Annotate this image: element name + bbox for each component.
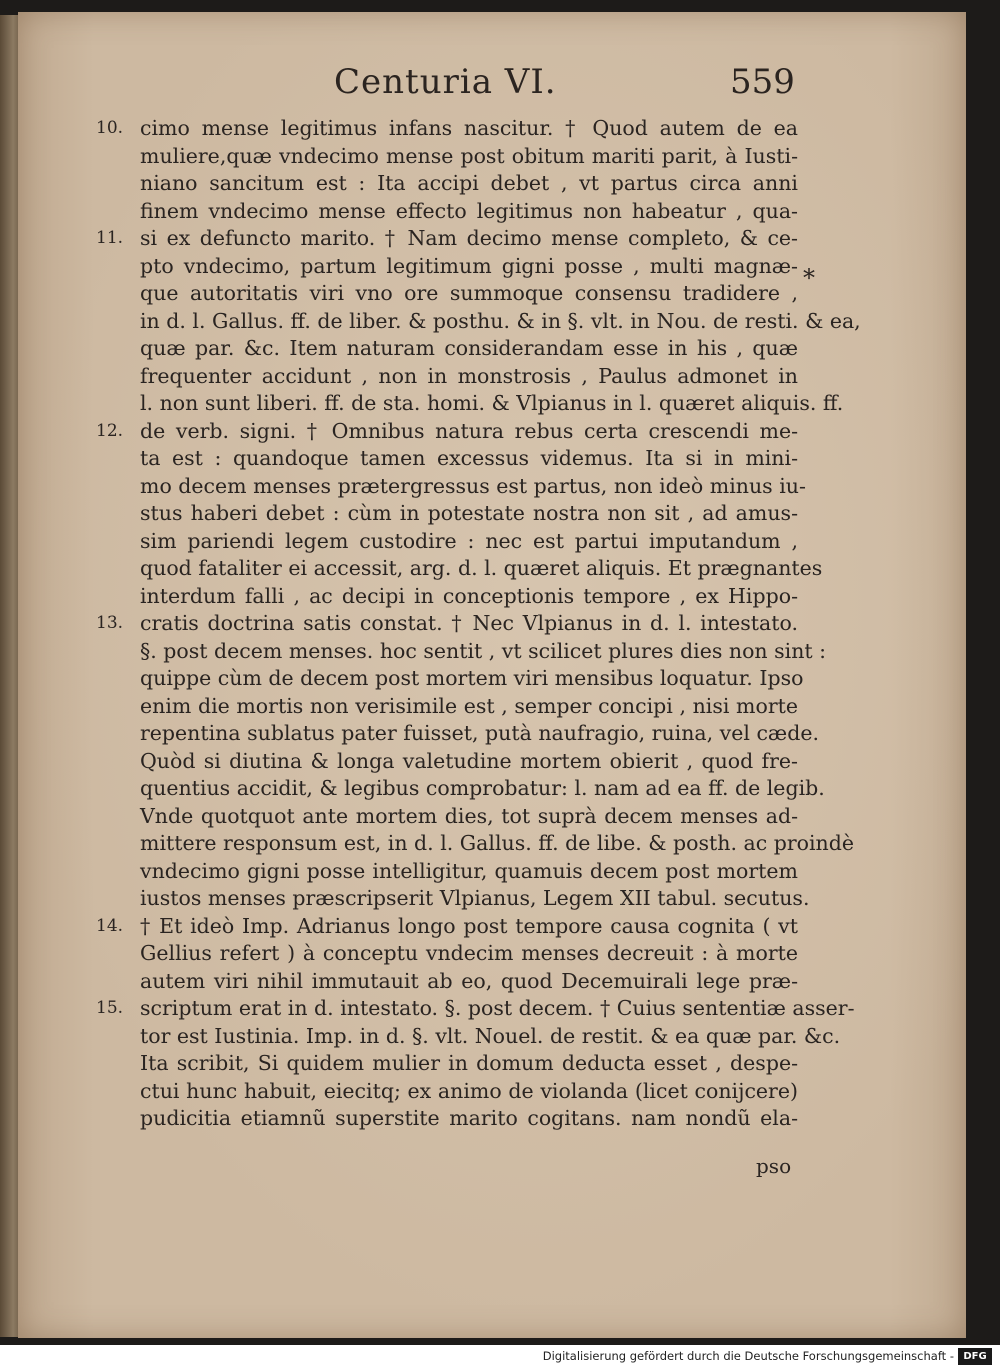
text-line	[118, 555, 823, 583]
margin-number: 13.	[96, 613, 124, 633]
text-line	[96, 610, 798, 638]
margin-number: 12.	[96, 420, 124, 441]
catchword: pso	[756, 1154, 792, 1178]
line-text: autem viri nihil immutauit ab eo, quod Decemuirali lege præ-	[140, 968, 798, 993]
text-line	[118, 390, 844, 418]
text-line	[118, 803, 798, 831]
text-line	[96, 225, 798, 253]
margin-number: 14.	[96, 915, 124, 936]
line-text: mittere responsum est, in d. l. Gallus. ff. de libe. & posth. ac proindè	[140, 831, 855, 855]
funding-credit: Digitalisierung gefördert durch die Deutsche Forschungsgemeinschaft -	[542, 1349, 954, 1363]
line-text: ctui hunc habuit, eiecitq; ex animo de violanda (licet conijcere)	[140, 1078, 798, 1103]
line-text: quæ par. &c. Item naturam considerandam esse in his , quæ	[140, 336, 798, 360]
text-line	[118, 170, 798, 198]
page-header	[18, 62, 966, 112]
text-line	[118, 858, 798, 886]
text-line	[118, 280, 798, 308]
line-text: cratis doctrina satis constat. † Nec Vlpianus in d. l. intestato.	[140, 611, 798, 635]
text-line	[118, 143, 798, 171]
line-text: de verb. signi. † Omnibus natura rebus certa crescendi me-	[140, 418, 798, 443]
line-text: stus haberi debet : cùm in potestate nostra non sit , ad amus-	[140, 501, 798, 525]
text-line	[118, 335, 798, 363]
text-block	[96, 115, 861, 1133]
text-line	[118, 748, 798, 776]
margin-number: 11.	[96, 228, 124, 248]
text-line	[118, 665, 804, 693]
line-text: enim die mortis non verisimile est , semper concipi , nisi morte	[140, 693, 798, 718]
text-line	[118, 1050, 798, 1078]
text-line	[118, 198, 798, 226]
text-line	[118, 638, 827, 666]
text-line	[96, 418, 798, 446]
line-text: quentius accidit, & legibus comprobatur: l. nam ad ea ff. de legib.	[140, 776, 825, 800]
text-line	[118, 528, 798, 556]
line-text: finem vndecimo mense effecto legitimus non habeatur , qua-	[140, 198, 798, 223]
line-text: tor est Iustinia. Imp. in d. §. vlt. Nouel. de restit. & ea quæ par. &c.	[140, 1023, 841, 1048]
line-text: sim pariendi legem custodire : nec est partui imputandum ,	[140, 528, 798, 553]
line-text: pto vndecimo, partum legitimum gigni posse , multi magnæ-	[140, 253, 798, 278]
line-text: Ita scribit, Si quidem mulier in domum deducta esset , despe-	[140, 1051, 798, 1075]
text-line	[118, 308, 861, 336]
text-line	[118, 1023, 841, 1051]
text-line	[96, 115, 798, 143]
text-line	[118, 775, 825, 803]
line-text: ta est : quandoque tamen excessus videmus. Ita si in mini-	[140, 446, 798, 470]
line-text: † Et ideò Imp. Adrianus longo post tempore causa cognita ( vt	[140, 913, 798, 938]
book-page	[18, 12, 966, 1338]
line-text: pudicitia etiamnũ superstite marito cogitans. nam nondũ ela-	[140, 1106, 798, 1130]
running-title: Centuria VI.	[334, 62, 557, 102]
line-text: que autoritatis viri vno ore summoque consensu tradidere ,	[140, 281, 798, 305]
text-line	[118, 885, 810, 913]
text-line	[118, 1105, 798, 1133]
line-text: in d. l. Gallus. ff. de liber. & posthu. & in §. vlt. in Nou. de resti. & ea,	[140, 308, 861, 333]
line-text: si ex defuncto marito. † Nam decimo mense completo, & ce-	[140, 226, 798, 250]
text-line	[96, 913, 798, 941]
text-line	[118, 693, 798, 721]
text-line	[118, 968, 798, 996]
line-text: Quòd si diutina & longa valetudine mortem obierit , quod fre-	[140, 748, 798, 773]
line-text: iustos menses præscripserit Vlpianus, Legem XII tabul. secutus.	[140, 886, 810, 910]
text-line	[118, 363, 798, 391]
text-line	[118, 720, 819, 748]
text-line	[118, 940, 798, 968]
line-text: l. non sunt liberi. ff. de sta. homi. & Vlpianus in l. quæret aliquis. ff.	[140, 391, 844, 415]
text-line	[118, 500, 798, 528]
text-line	[118, 1078, 798, 1106]
digitization-footer	[0, 1345, 1000, 1372]
line-text: Vnde quotquot ante mortem dies, tot suprà decem menses ad-	[140, 803, 798, 828]
margin-number: 15.	[96, 998, 124, 1018]
line-text: mo decem menses prætergressus est partus, non ideò minus iu-	[140, 473, 806, 498]
line-text: quod fataliter ei accessit, arg. d. l. quæret aliquis. Et prægnantes	[140, 556, 823, 580]
page-number: 559	[730, 62, 795, 102]
text-line	[118, 445, 798, 473]
line-text: niano sancitum est : Ita accipi debet , vt partus circa anni	[140, 171, 798, 195]
margin-asterisk: *	[803, 264, 815, 292]
line-text: §. post decem menses. hoc sentit , vt scilicet plures dies non sint :	[140, 638, 827, 663]
line-text: muliere,quæ vndecimo mense post obitum mariti parit, à Iusti-	[140, 143, 798, 168]
line-text: scriptum erat in d. intestato. §. post decem. † Cuius sententiæ asser-	[140, 996, 855, 1020]
line-text: repentina sublatus pater fuisset, putà naufragio, ruina, vel cæde.	[140, 721, 819, 745]
line-text: frequenter accidunt , non in monstrosis , Paulus admonet in	[140, 363, 798, 388]
margin-number: 10.	[96, 118, 124, 138]
line-text: interdum falli , ac decipi in conceptionis tempore , ex Hippo-	[140, 583, 798, 608]
text-line	[118, 253, 798, 281]
line-text: vndecimo gigni posse intelligitur, quamuis decem post mortem	[140, 858, 798, 883]
line-text: Gellius refert ) à conceptu vndecim menses decreuit : à morte	[140, 941, 798, 965]
text-line	[96, 995, 855, 1023]
text-line	[118, 583, 798, 611]
text-line	[118, 830, 855, 858]
line-text: cimo mense legitimus infans nascitur. † Quod autem de ea	[140, 116, 798, 140]
text-line	[118, 473, 806, 501]
line-text: quippe cùm de decem post mortem viri mensibus loquatur. Ipso	[140, 666, 804, 690]
dfg-logo-icon: DFG	[958, 1348, 992, 1365]
